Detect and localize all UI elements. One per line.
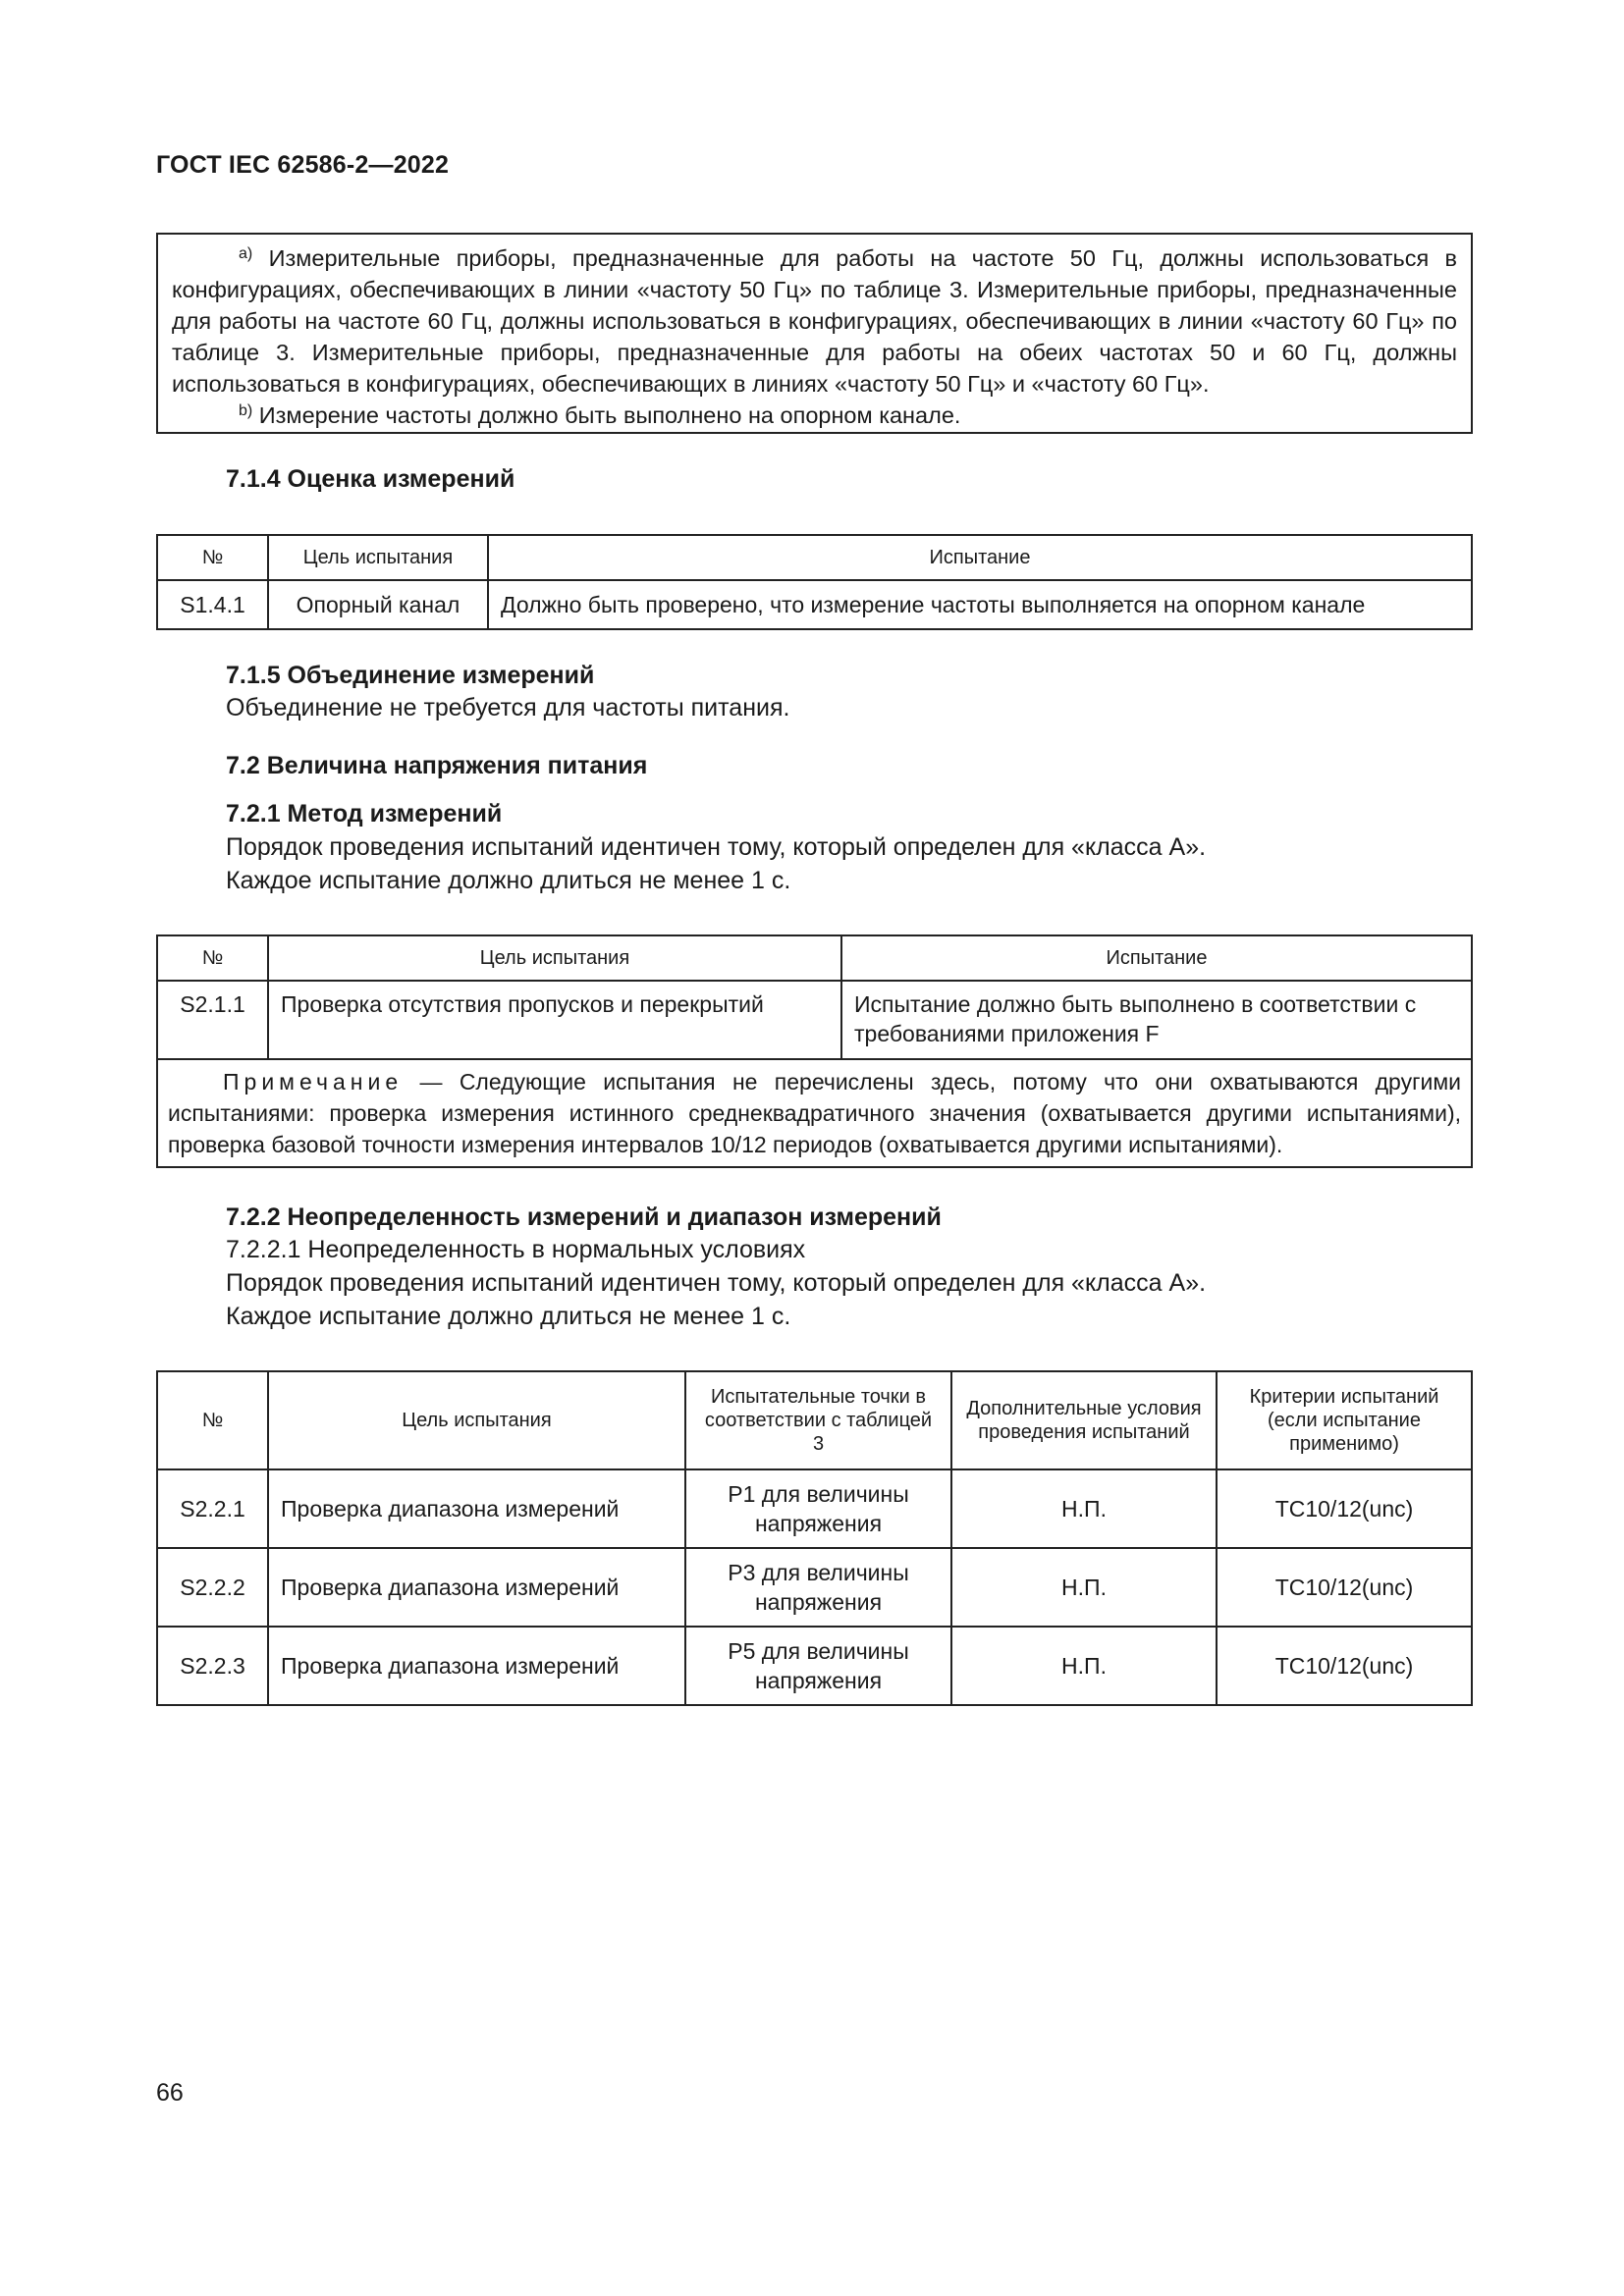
table-cell: TC10/12(unc) bbox=[1217, 1469, 1472, 1548]
section-722-line1: Порядок проведения испытаний идентичен тому, который определен для «класса А». bbox=[226, 1269, 1207, 1297]
table-cell: Проверка диапазона измерений bbox=[268, 1627, 685, 1705]
table-722-header-row bbox=[157, 1371, 1472, 1469]
footnote-b-text: Измерение частоты должно быть выполнено на опорном канале. bbox=[258, 402, 961, 428]
section-72-heading: 7.2 Величина напряжения питания bbox=[226, 752, 648, 779]
table-721-header: Испытание bbox=[841, 935, 1472, 981]
table-cell: TC10/12(unc) bbox=[1217, 1627, 1472, 1705]
table-cell: Должно быть проверено, что измерение частоты выполняется на опорном канале bbox=[488, 580, 1472, 629]
table-cell: S2.2.2 bbox=[157, 1548, 268, 1627]
table-714-header: Испытание bbox=[488, 535, 1472, 580]
footnote-a bbox=[172, 242, 1457, 400]
table-721-header: № bbox=[157, 935, 268, 981]
table-row bbox=[157, 580, 1472, 629]
table-cell: Н.П. bbox=[951, 1548, 1217, 1627]
table-714-header: Цель испытания bbox=[268, 535, 488, 580]
table-722-header: Критерии испытаний (если испытание применимо) bbox=[1217, 1371, 1472, 1469]
footnote-a-text: Измерительные приборы, предназначенные для работы на частоте 50 Гц, должны использоваться в конфигурациях, обеспечивающих в линии «частоту 50 Гц» по таблице 3. Измерительные приборы, предназначенные для работы на частоте 60 Гц, должны использоваться в конфигурациях, обеспечивающих в линии «частоту 60 Гц» по таблице 3. Измерительные приборы, предназначенные для работы на обеих частотах 50 и 60 Гц, должны использоваться в конфигурациях, обеспечивающих в линиях «частоту 50 Гц» и «частоту 60 Гц». bbox=[172, 245, 1458, 397]
table-722 bbox=[156, 1370, 1473, 1706]
table-cell: TC10/12(unc) bbox=[1217, 1548, 1472, 1627]
table-cell: Опорный канал bbox=[268, 580, 488, 629]
table-cell: Н.П. bbox=[951, 1627, 1217, 1705]
table-721-note-row bbox=[157, 1059, 1472, 1167]
footnote-b-mark: b) bbox=[239, 402, 253, 419]
table-722-header: Испытательные точки в соответствии с таблицей 3 bbox=[685, 1371, 951, 1469]
section-721-heading: 7.2.1 Метод измерений bbox=[226, 800, 503, 828]
table-cell: Испытание должно быть выполнено в соответствии с требованиями приложения F bbox=[841, 981, 1472, 1059]
table-714-header: № bbox=[157, 535, 268, 580]
document-header: ГОСТ IEC 62586-2—2022 bbox=[156, 151, 450, 179]
table-cell: P1 для величины напряжения bbox=[685, 1469, 951, 1548]
table-714-header-row bbox=[157, 535, 1472, 580]
section-715-text: Объединение не требуется для частоты питания. bbox=[226, 694, 790, 721]
section-722-heading: 7.2.2 Неопределенность измерений и диапазон измерений bbox=[226, 1203, 942, 1231]
footnote-a-mark: a) bbox=[239, 245, 253, 262]
table-cell: Проверка диапазона измерений bbox=[268, 1469, 685, 1548]
table-cell: S2.1.1 bbox=[157, 981, 268, 1059]
footnotes-box bbox=[156, 233, 1473, 434]
section-722-line2: Каждое испытание должно длиться не менее 1 с. bbox=[226, 1303, 791, 1330]
section-721-line1: Порядок проведения испытаний идентичен тому, который определен для «класса А». bbox=[226, 833, 1207, 861]
table-721-note bbox=[157, 1059, 1472, 1167]
table-row bbox=[157, 981, 1472, 1059]
table-722-header: Дополнительные условия проведения испытаний bbox=[951, 1371, 1217, 1469]
table-cell: Проверка диапазона измерений bbox=[268, 1548, 685, 1627]
page-number: 66 bbox=[156, 2079, 184, 2107]
table-cell: S1.4.1 bbox=[157, 580, 268, 629]
table-cell: P5 для величины напряжения bbox=[685, 1627, 951, 1705]
note-label: Примечание bbox=[223, 1069, 404, 1095]
table-row bbox=[157, 1469, 1472, 1548]
section-715-heading: 7.1.5 Объединение измерений bbox=[226, 662, 595, 689]
table-cell: Н.П. bbox=[951, 1469, 1217, 1548]
table-cell: Проверка отсутствия пропусков и перекрытий bbox=[268, 981, 841, 1059]
table-722-header: № bbox=[157, 1371, 268, 1469]
table-cell: S2.2.3 bbox=[157, 1627, 268, 1705]
section-7221-subheading: 7.2.2.1 Неопределенность в нормальных условиях bbox=[226, 1236, 806, 1263]
footnote-b bbox=[172, 400, 1457, 431]
section-714-heading: 7.1.4 Оценка измерений bbox=[226, 465, 515, 493]
table-721-header-row bbox=[157, 935, 1472, 981]
table-721-header: Цель испытания bbox=[268, 935, 841, 981]
table-cell: P3 для величины напряжения bbox=[685, 1548, 951, 1627]
table-722-header: Цель испытания bbox=[268, 1371, 685, 1469]
note-text: — Следующие испытания не перечислены здесь, потому что они охватываются другими испытаниями: проверка измерения истинного среднеквадратичного значения (охватывается другими испытаниями), проверка базовой точности измерения интервалов 10/12 периодов (охватывается другими испытаниями). bbox=[168, 1069, 1461, 1157]
table-714 bbox=[156, 534, 1473, 630]
table-row bbox=[157, 1627, 1472, 1705]
section-721-line2: Каждое испытание должно длиться не менее 1 с. bbox=[226, 867, 791, 894]
table-721 bbox=[156, 934, 1473, 1168]
table-cell: S2.2.1 bbox=[157, 1469, 268, 1548]
table-row bbox=[157, 1548, 1472, 1627]
